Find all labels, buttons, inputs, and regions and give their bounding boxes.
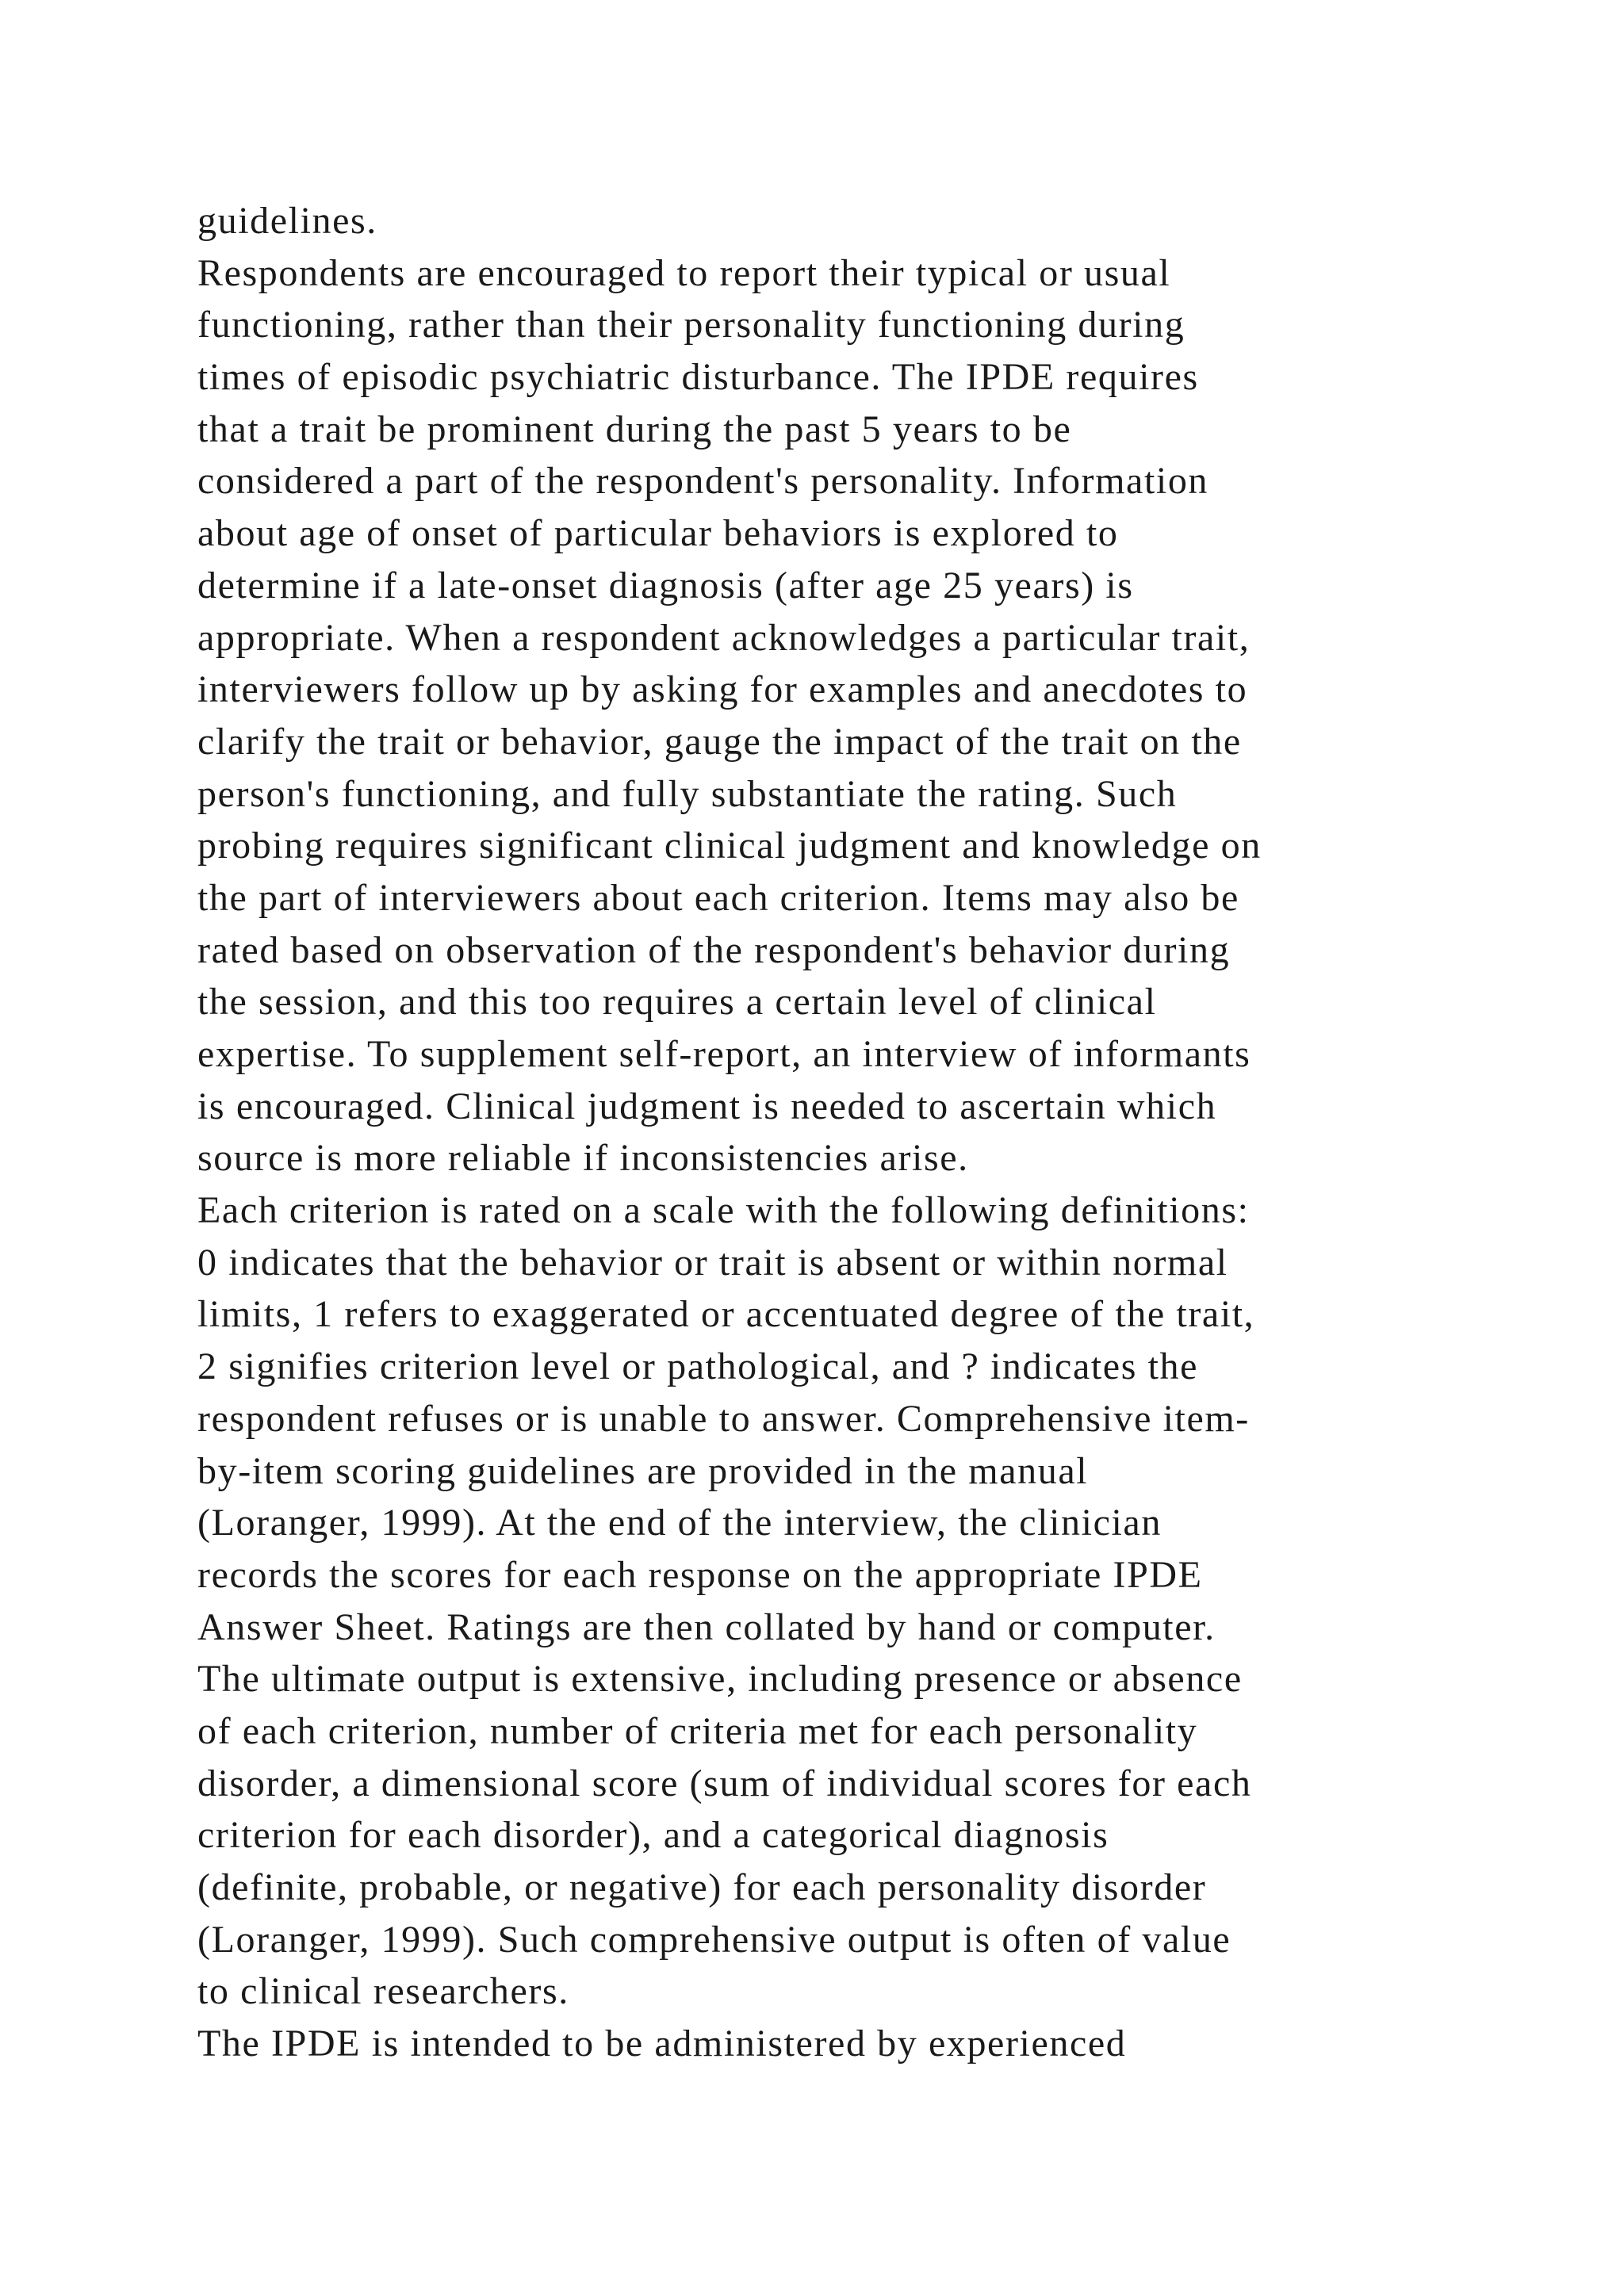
text-line: 2 signifies criterion level or pathological, and ? indicates the xyxy=(197,1345,1199,1388)
text-line: probing requires significant clinical judgment and knowledge on xyxy=(197,825,1262,867)
text-line: appropriate. When a respondent acknowledges a particular trait, xyxy=(197,616,1251,659)
text-line: determine if a late-onset diagnosis (after age 25 years) is xyxy=(197,564,1134,607)
text-line: Respondents are encouraged to report their typical or usual xyxy=(197,251,1171,294)
text-line: (Loranger, 1999). Such comprehensive output is often of value xyxy=(197,1918,1231,1961)
text-line: that a trait be prominent during the past 5 years to be xyxy=(197,408,1072,450)
text-line: The IPDE is intended to be administered by experienced xyxy=(197,2022,1127,2065)
text-line: of each criterion, number of criteria met for each personality xyxy=(197,1709,1198,1752)
text-line: clarify the trait or behavior, gauge the impact of the trait on the xyxy=(197,720,1242,763)
text-line: source is more reliable if inconsistencies arise. xyxy=(197,1137,969,1180)
text-line: Each criterion is rated on a scale with the following definitions: xyxy=(197,1189,1250,1232)
text-line: about age of onset of particular behaviors is explored to xyxy=(197,512,1119,555)
text-line: (Loranger, 1999). At the end of the interview, the clinician xyxy=(197,1502,1162,1544)
text-line: limits, 1 refers to exaggerated or accentuated degree of the trait, xyxy=(197,1293,1255,1336)
text-line: is encouraged. Clinical judgment is needed to ascertain which xyxy=(197,1085,1217,1127)
text-line: considered a part of the respondent's personality. Information xyxy=(197,460,1209,503)
text-line: to clinical researchers. xyxy=(197,1970,569,2013)
text-line: The ultimate output is extensive, including presence or absence xyxy=(197,1658,1243,1701)
text-line: by-item scoring guidelines are provided in the manual xyxy=(197,1449,1089,1492)
text-line: rated based on observation of the respondent's behavior during xyxy=(197,928,1231,971)
text-line: the session, and this too requires a certain level of clinical xyxy=(197,981,1157,1024)
text-line: times of episodic psychiatric disturbance. The IPDE requires xyxy=(197,356,1199,399)
text-line: disorder, a dimensional score (sum of individual scores for each xyxy=(197,1762,1252,1804)
text-line: 0 indicates that the behavior or trait is absent or within normal xyxy=(197,1241,1228,1284)
text-line: functioning, rather than their personality functioning during xyxy=(197,304,1185,346)
text-line: records the scores for each response on the appropriate IPDE xyxy=(197,1553,1203,1596)
body-text xyxy=(197,195,1466,2070)
text-line: guidelines. xyxy=(197,200,377,242)
text-line: respondent refuses or is unable to answer. Comprehensive item- xyxy=(197,1397,1250,1440)
text-line: interviewers follow up by asking for examples and anecdotes to xyxy=(197,668,1248,711)
text-line: person's functioning, and fully substantiate the rating. Such xyxy=(197,772,1178,815)
text-line: (definite, probable, or negative) for each personality disorder xyxy=(197,1866,1207,1908)
text-line: Answer Sheet. Ratings are then collated by hand or computer. xyxy=(197,1605,1216,1648)
text-line: criterion for each disorder), and a categorical diagnosis xyxy=(197,1814,1109,1857)
text-line: the part of interviewers about each criterion. Items may also be xyxy=(197,876,1239,919)
text-line: expertise. To supplement self-report, an interview of informants xyxy=(197,1033,1251,1075)
